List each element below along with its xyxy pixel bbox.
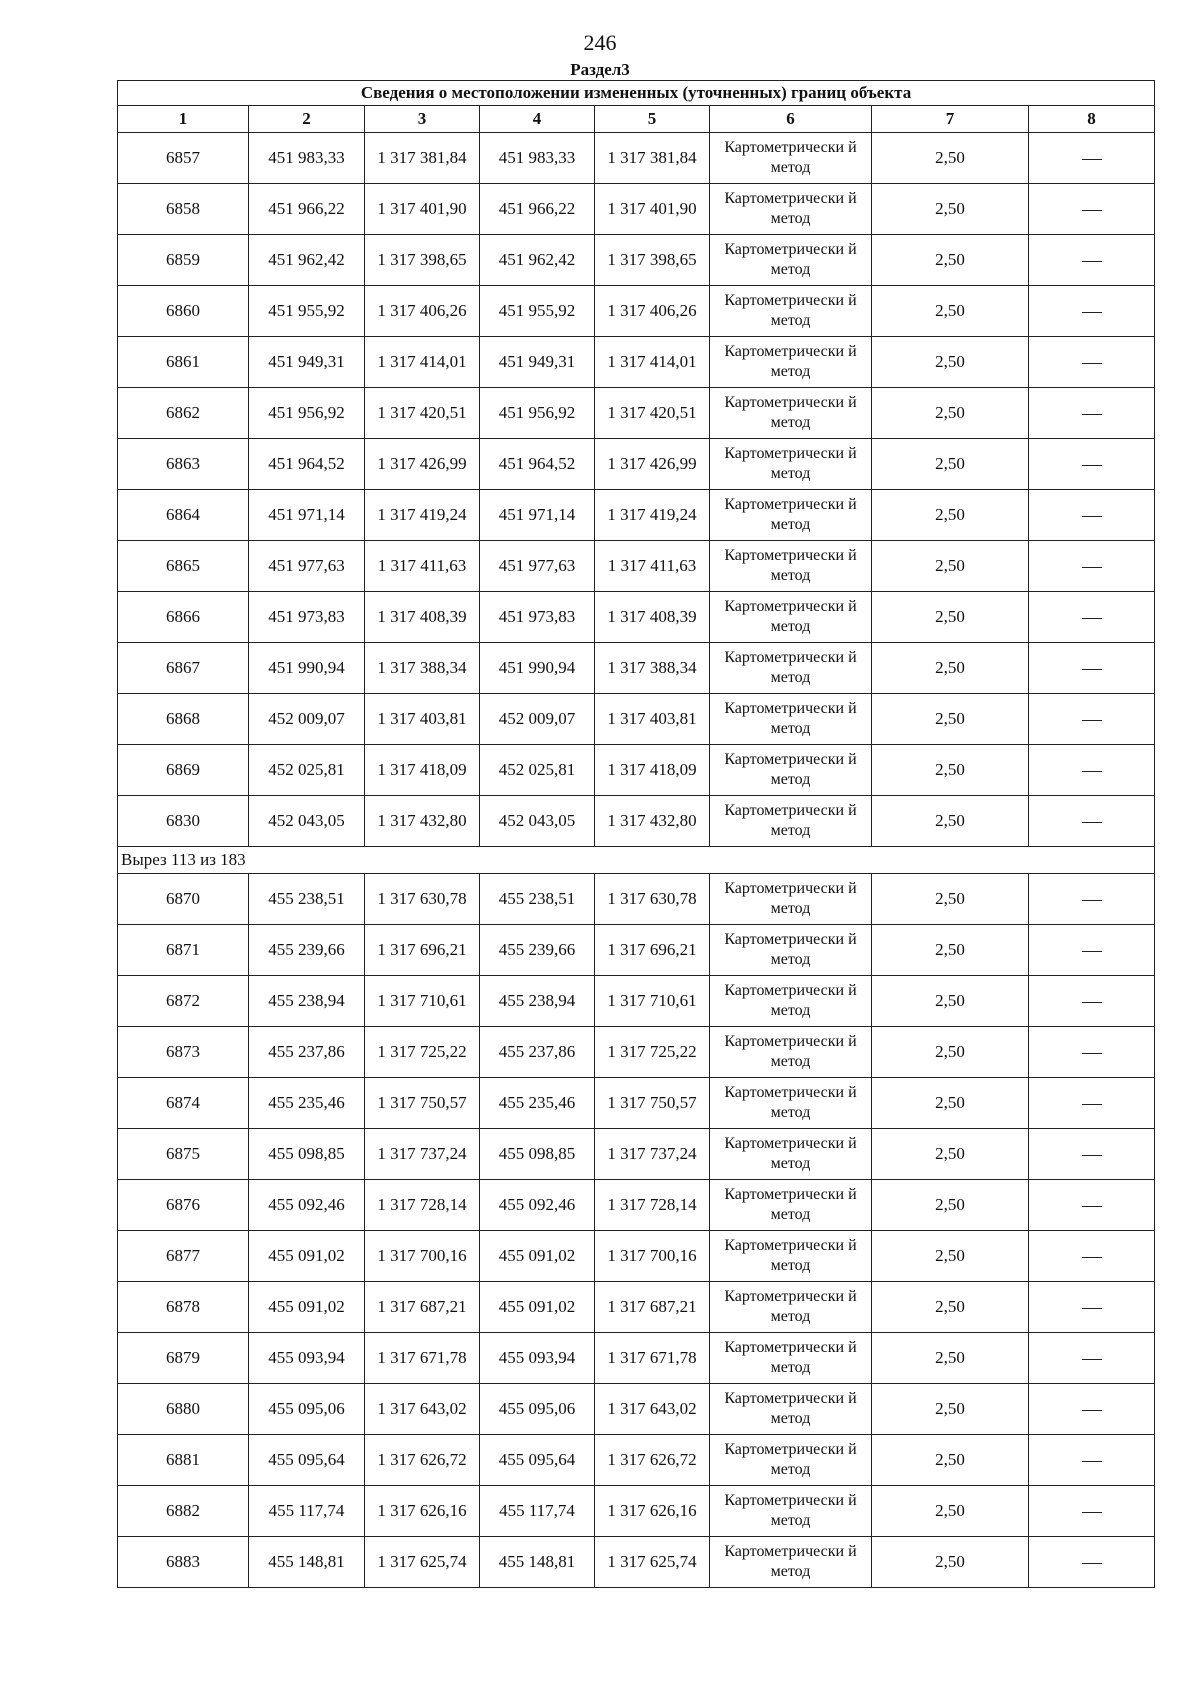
x-cell: 455 238,51 <box>480 874 595 925</box>
y-cell: 1 317 408,39 <box>365 592 480 643</box>
dash-mark <box>1082 1206 1102 1207</box>
x-cell: 455 098,85 <box>480 1129 595 1180</box>
x-cell: 451 973,83 <box>249 592 365 643</box>
x-cell: 455 095,64 <box>480 1435 595 1486</box>
y-cell: 1 317 700,16 <box>365 1231 480 1282</box>
point-number-cell: 6863 <box>118 439 249 490</box>
description-cell <box>1029 1282 1155 1333</box>
y-cell: 1 317 381,84 <box>595 133 710 184</box>
y-cell: 1 317 750,57 <box>365 1078 480 1129</box>
table-row <box>118 1537 1155 1588</box>
table-row <box>118 1486 1155 1537</box>
description-cell <box>1029 1231 1155 1282</box>
table-row <box>118 874 1155 925</box>
column-number: 3 <box>365 106 480 133</box>
y-cell: 1 317 696,21 <box>595 925 710 976</box>
y-cell: 1 317 626,72 <box>365 1435 480 1486</box>
accuracy-cell: 2,50 <box>872 592 1029 643</box>
description-cell <box>1029 541 1155 592</box>
table-row <box>118 1180 1155 1231</box>
description-cell <box>1029 976 1155 1027</box>
accuracy-cell: 2,50 <box>872 874 1029 925</box>
description-cell <box>1029 1180 1155 1231</box>
x-cell: 455 148,81 <box>249 1537 365 1588</box>
y-cell: 1 317 398,65 <box>595 235 710 286</box>
point-number-cell: 6830 <box>118 796 249 847</box>
y-cell: 1 317 418,09 <box>365 745 480 796</box>
dash-mark <box>1082 900 1102 901</box>
method-cell: Картометрически й метод <box>710 1027 872 1078</box>
dash-mark <box>1082 1308 1102 1309</box>
description-cell <box>1029 592 1155 643</box>
x-cell: 451 983,33 <box>480 133 595 184</box>
method-cell: Картометрически й метод <box>710 976 872 1027</box>
method-cell: Картометрически й метод <box>710 643 872 694</box>
y-cell: 1 317 381,84 <box>365 133 480 184</box>
description-cell <box>1029 643 1155 694</box>
point-number-cell: 6880 <box>118 1384 249 1435</box>
y-cell: 1 317 696,21 <box>365 925 480 976</box>
accuracy-cell: 2,50 <box>872 1486 1029 1537</box>
description-cell <box>1029 925 1155 976</box>
dash-mark <box>1082 312 1102 313</box>
description-cell <box>1029 490 1155 541</box>
dash-mark <box>1082 363 1102 364</box>
method-cell: Картометрически й метод <box>710 541 872 592</box>
dash-mark <box>1082 1563 1102 1564</box>
x-cell: 455 092,46 <box>480 1180 595 1231</box>
column-number: 7 <box>872 106 1029 133</box>
y-cell: 1 317 432,80 <box>595 796 710 847</box>
column-number: 5 <box>595 106 710 133</box>
table-row <box>118 1231 1155 1282</box>
description-cell <box>1029 1537 1155 1588</box>
description-cell <box>1029 874 1155 925</box>
point-number-cell: 6861 <box>118 337 249 388</box>
dash-mark <box>1082 1512 1102 1513</box>
table-row <box>118 1384 1155 1435</box>
method-cell: Картометрически й метод <box>710 439 872 490</box>
description-cell <box>1029 1027 1155 1078</box>
x-cell: 455 238,94 <box>249 976 365 1027</box>
column-number: 2 <box>249 106 365 133</box>
accuracy-cell: 2,50 <box>872 133 1029 184</box>
y-cell: 1 317 728,14 <box>595 1180 710 1231</box>
y-cell: 1 317 737,24 <box>595 1129 710 1180</box>
y-cell: 1 317 426,99 <box>595 439 710 490</box>
y-cell: 1 317 750,57 <box>595 1078 710 1129</box>
point-number-cell: 6867 <box>118 643 249 694</box>
method-cell: Картометрически й метод <box>710 925 872 976</box>
dash-mark <box>1082 720 1102 721</box>
accuracy-cell: 2,50 <box>872 541 1029 592</box>
dash-mark <box>1082 516 1102 517</box>
y-cell: 1 317 432,80 <box>365 796 480 847</box>
dash-mark <box>1082 951 1102 952</box>
description-cell <box>1029 184 1155 235</box>
x-cell: 455 148,81 <box>480 1537 595 1588</box>
point-number-cell: 6859 <box>118 235 249 286</box>
table-row <box>118 1435 1155 1486</box>
accuracy-cell: 2,50 <box>872 1333 1029 1384</box>
description-cell <box>1029 1486 1155 1537</box>
point-number-cell: 6857 <box>118 133 249 184</box>
dash-mark <box>1082 1359 1102 1360</box>
table-row <box>118 1078 1155 1129</box>
accuracy-cell: 2,50 <box>872 1180 1029 1231</box>
y-cell: 1 317 401,90 <box>365 184 480 235</box>
y-cell: 1 317 700,16 <box>595 1231 710 1282</box>
point-number-cell: 6873 <box>118 1027 249 1078</box>
method-cell: Картометрически й метод <box>710 745 872 796</box>
coordinates-table <box>117 80 1155 1588</box>
table-row <box>118 1027 1155 1078</box>
x-cell: 451 990,94 <box>480 643 595 694</box>
y-cell: 1 317 626,16 <box>365 1486 480 1537</box>
y-cell: 1 317 388,34 <box>595 643 710 694</box>
x-cell: 451 956,92 <box>249 388 365 439</box>
table-row <box>118 133 1155 184</box>
x-cell: 451 973,83 <box>480 592 595 643</box>
point-number-cell: 6869 <box>118 745 249 796</box>
point-number-cell: 6878 <box>118 1282 249 1333</box>
point-number-cell: 6860 <box>118 286 249 337</box>
table-row <box>118 388 1155 439</box>
x-cell: 455 095,06 <box>480 1384 595 1435</box>
y-cell: 1 317 420,51 <box>595 388 710 439</box>
y-cell: 1 317 420,51 <box>365 388 480 439</box>
y-cell: 1 317 626,16 <box>595 1486 710 1537</box>
point-number-cell: 6865 <box>118 541 249 592</box>
x-cell: 451 977,63 <box>480 541 595 592</box>
dash-mark <box>1082 822 1102 823</box>
point-number-cell: 6870 <box>118 874 249 925</box>
y-cell: 1 317 737,24 <box>365 1129 480 1180</box>
dash-mark <box>1082 1053 1102 1054</box>
x-cell: 455 117,74 <box>480 1486 595 1537</box>
y-cell: 1 317 630,78 <box>365 874 480 925</box>
method-cell: Картометрически й метод <box>710 1435 872 1486</box>
accuracy-cell: 2,50 <box>872 1435 1029 1486</box>
y-cell: 1 317 625,74 <box>595 1537 710 1588</box>
description-cell <box>1029 133 1155 184</box>
y-cell: 1 317 411,63 <box>595 541 710 592</box>
x-cell: 451 964,52 <box>249 439 365 490</box>
method-cell: Картометрически й метод <box>710 490 872 541</box>
y-cell: 1 317 419,24 <box>365 490 480 541</box>
accuracy-cell: 2,50 <box>872 1384 1029 1435</box>
point-number-cell: 6879 <box>118 1333 249 1384</box>
y-cell: 1 317 710,61 <box>595 976 710 1027</box>
y-cell: 1 317 671,78 <box>595 1333 710 1384</box>
x-cell: 455 093,94 <box>480 1333 595 1384</box>
x-cell: 455 093,94 <box>249 1333 365 1384</box>
table-row <box>118 439 1155 490</box>
point-number-cell: 6876 <box>118 1180 249 1231</box>
table-row <box>118 1129 1155 1180</box>
table-body <box>118 133 1155 1588</box>
x-cell: 452 043,05 <box>249 796 365 847</box>
point-number-cell: 6877 <box>118 1231 249 1282</box>
y-cell: 1 317 687,21 <box>595 1282 710 1333</box>
table-row <box>118 796 1155 847</box>
method-cell: Картометрически й метод <box>710 694 872 745</box>
accuracy-cell: 2,50 <box>872 235 1029 286</box>
point-number-cell: 6858 <box>118 184 249 235</box>
description-cell <box>1029 1129 1155 1180</box>
dash-mark <box>1082 1002 1102 1003</box>
method-cell: Картометрически й метод <box>710 1129 872 1180</box>
description-cell <box>1029 286 1155 337</box>
method-cell: Картометрически й метод <box>710 1078 872 1129</box>
method-cell: Картометрически й метод <box>710 235 872 286</box>
y-cell: 1 317 411,63 <box>365 541 480 592</box>
dash-mark <box>1082 1410 1102 1411</box>
accuracy-cell: 2,50 <box>872 439 1029 490</box>
method-cell: Картометрически й метод <box>710 1231 872 1282</box>
description-cell <box>1029 1384 1155 1435</box>
x-cell: 455 237,86 <box>480 1027 595 1078</box>
accuracy-cell: 2,50 <box>872 388 1029 439</box>
table-row <box>118 694 1155 745</box>
dash-mark <box>1082 618 1102 619</box>
x-cell: 455 117,74 <box>249 1486 365 1537</box>
accuracy-cell: 2,50 <box>872 337 1029 388</box>
accuracy-cell: 2,50 <box>872 1282 1029 1333</box>
method-cell: Картометрически й метод <box>710 184 872 235</box>
column-number: 4 <box>480 106 595 133</box>
accuracy-cell: 2,50 <box>872 184 1029 235</box>
description-cell <box>1029 745 1155 796</box>
dash-mark <box>1082 1257 1102 1258</box>
table-row <box>118 541 1155 592</box>
y-cell: 1 317 643,02 <box>365 1384 480 1435</box>
y-cell: 1 317 625,74 <box>365 1537 480 1588</box>
table-row <box>118 1333 1155 1384</box>
accuracy-cell: 2,50 <box>872 694 1029 745</box>
dash-mark <box>1082 414 1102 415</box>
x-cell: 451 966,22 <box>480 184 595 235</box>
dash-mark <box>1082 210 1102 211</box>
x-cell: 451 990,94 <box>249 643 365 694</box>
x-cell: 455 091,02 <box>249 1231 365 1282</box>
x-cell: 451 955,92 <box>249 286 365 337</box>
y-cell: 1 317 414,01 <box>365 337 480 388</box>
x-cell: 455 235,46 <box>480 1078 595 1129</box>
dash-mark <box>1082 669 1102 670</box>
y-cell: 1 317 406,26 <box>365 286 480 337</box>
dash-mark <box>1082 1104 1102 1105</box>
accuracy-cell: 2,50 <box>872 286 1029 337</box>
point-number-cell: 6883 <box>118 1537 249 1588</box>
x-cell: 451 962,42 <box>249 235 365 286</box>
x-cell: 455 091,02 <box>480 1231 595 1282</box>
x-cell: 455 237,86 <box>249 1027 365 1078</box>
x-cell: 451 956,92 <box>480 388 595 439</box>
point-number-cell: 6872 <box>118 976 249 1027</box>
column-number: 6 <box>710 106 872 133</box>
method-cell: Картометрически й метод <box>710 1486 872 1537</box>
method-cell: Картометрически й метод <box>710 1384 872 1435</box>
dash-mark <box>1082 567 1102 568</box>
table-row <box>118 976 1155 1027</box>
dash-mark <box>1082 1155 1102 1156</box>
y-cell: 1 317 671,78 <box>365 1333 480 1384</box>
x-cell: 455 239,66 <box>480 925 595 976</box>
x-cell: 455 092,46 <box>249 1180 365 1231</box>
x-cell: 455 239,66 <box>249 925 365 976</box>
y-cell: 1 317 728,14 <box>365 1180 480 1231</box>
description-cell <box>1029 796 1155 847</box>
y-cell: 1 317 626,72 <box>595 1435 710 1486</box>
y-cell: 1 317 408,39 <box>595 592 710 643</box>
x-cell: 452 009,07 <box>249 694 365 745</box>
table-row <box>118 745 1155 796</box>
point-number-cell: 6875 <box>118 1129 249 1180</box>
y-cell: 1 317 710,61 <box>365 976 480 1027</box>
method-cell: Картометрически й метод <box>710 592 872 643</box>
table-row <box>118 592 1155 643</box>
x-cell: 455 238,51 <box>249 874 365 925</box>
method-cell: Картометрически й метод <box>710 388 872 439</box>
method-cell: Картометрически й метод <box>710 796 872 847</box>
point-number-cell: 6864 <box>118 490 249 541</box>
accuracy-cell: 2,50 <box>872 976 1029 1027</box>
method-cell: Картометрически й метод <box>710 133 872 184</box>
table-title: Сведения о местоположении измененных (уточненных) границ объекта <box>118 81 1155 106</box>
y-cell: 1 317 643,02 <box>595 1384 710 1435</box>
y-cell: 1 317 426,99 <box>365 439 480 490</box>
method-cell: Картометрически й метод <box>710 1180 872 1231</box>
table-row <box>118 337 1155 388</box>
y-cell: 1 317 414,01 <box>595 337 710 388</box>
method-cell: Картометрически й метод <box>710 337 872 388</box>
point-number-cell: 6874 <box>118 1078 249 1129</box>
column-number-row <box>118 106 1155 133</box>
x-cell: 455 235,46 <box>249 1078 365 1129</box>
group-label-row <box>118 847 1155 874</box>
x-cell: 455 238,94 <box>480 976 595 1027</box>
description-cell <box>1029 388 1155 439</box>
accuracy-cell: 2,50 <box>872 1537 1029 1588</box>
x-cell: 451 962,42 <box>480 235 595 286</box>
accuracy-cell: 2,50 <box>872 490 1029 541</box>
x-cell: 451 949,31 <box>249 337 365 388</box>
point-number-cell: 6866 <box>118 592 249 643</box>
accuracy-cell: 2,50 <box>872 1231 1029 1282</box>
y-cell: 1 317 403,81 <box>365 694 480 745</box>
y-cell: 1 317 403,81 <box>595 694 710 745</box>
point-number-cell: 6881 <box>118 1435 249 1486</box>
table-row <box>118 643 1155 694</box>
method-cell: Картометрически й метод <box>710 1537 872 1588</box>
method-cell: Картометрически й метод <box>710 1333 872 1384</box>
dash-mark <box>1082 261 1102 262</box>
description-cell <box>1029 337 1155 388</box>
y-cell: 1 317 725,22 <box>365 1027 480 1078</box>
table-row <box>118 286 1155 337</box>
table-row <box>118 490 1155 541</box>
y-cell: 1 317 388,34 <box>365 643 480 694</box>
x-cell: 451 977,63 <box>249 541 365 592</box>
x-cell: 451 971,14 <box>249 490 365 541</box>
accuracy-cell: 2,50 <box>872 925 1029 976</box>
description-cell <box>1029 1333 1155 1384</box>
accuracy-cell: 2,50 <box>872 1129 1029 1180</box>
point-number-cell: 6882 <box>118 1486 249 1537</box>
accuracy-cell: 2,50 <box>872 745 1029 796</box>
x-cell: 452 025,81 <box>480 745 595 796</box>
column-number: 1 <box>118 106 249 133</box>
description-cell <box>1029 694 1155 745</box>
table-row <box>118 184 1155 235</box>
x-cell: 455 095,06 <box>249 1384 365 1435</box>
accuracy-cell: 2,50 <box>872 1027 1029 1078</box>
x-cell: 452 009,07 <box>480 694 595 745</box>
table-row <box>118 1282 1155 1333</box>
x-cell: 451 966,22 <box>249 184 365 235</box>
accuracy-cell: 2,50 <box>872 796 1029 847</box>
y-cell: 1 317 418,09 <box>595 745 710 796</box>
page-number: 246 <box>583 30 617 55</box>
dash-mark <box>1082 1461 1102 1462</box>
point-number-cell: 6868 <box>118 694 249 745</box>
x-cell: 451 964,52 <box>480 439 595 490</box>
x-cell: 452 025,81 <box>249 745 365 796</box>
description-cell <box>1029 1078 1155 1129</box>
x-cell: 451 955,92 <box>480 286 595 337</box>
point-number-cell: 6871 <box>118 925 249 976</box>
group-label: Вырез 113 из 183 <box>118 847 1155 874</box>
x-cell: 455 091,02 <box>480 1282 595 1333</box>
accuracy-cell: 2,50 <box>872 1078 1029 1129</box>
x-cell: 451 971,14 <box>480 490 595 541</box>
y-cell: 1 317 630,78 <box>595 874 710 925</box>
method-cell: Картометрически й метод <box>710 286 872 337</box>
y-cell: 1 317 687,21 <box>365 1282 480 1333</box>
y-cell: 1 317 401,90 <box>595 184 710 235</box>
dash-mark <box>1082 771 1102 772</box>
table-row <box>118 235 1155 286</box>
x-cell: 452 043,05 <box>480 796 595 847</box>
method-cell: Картометрически й метод <box>710 1282 872 1333</box>
x-cell: 451 949,31 <box>480 337 595 388</box>
table-row <box>118 925 1155 976</box>
point-number-cell: 6862 <box>118 388 249 439</box>
description-cell <box>1029 235 1155 286</box>
x-cell: 455 098,85 <box>249 1129 365 1180</box>
accuracy-cell: 2,50 <box>872 643 1029 694</box>
x-cell: 455 091,02 <box>249 1282 365 1333</box>
method-cell: Картометрически й метод <box>710 874 872 925</box>
column-number: 8 <box>1029 106 1155 133</box>
y-cell: 1 317 725,22 <box>595 1027 710 1078</box>
x-cell: 455 095,64 <box>249 1435 365 1486</box>
section-title: Раздел3 <box>570 60 630 79</box>
y-cell: 1 317 398,65 <box>365 235 480 286</box>
dash-mark <box>1082 159 1102 160</box>
x-cell: 451 983,33 <box>249 133 365 184</box>
description-cell <box>1029 1435 1155 1486</box>
description-cell <box>1029 439 1155 490</box>
dash-mark <box>1082 465 1102 466</box>
y-cell: 1 317 406,26 <box>595 286 710 337</box>
y-cell: 1 317 419,24 <box>595 490 710 541</box>
